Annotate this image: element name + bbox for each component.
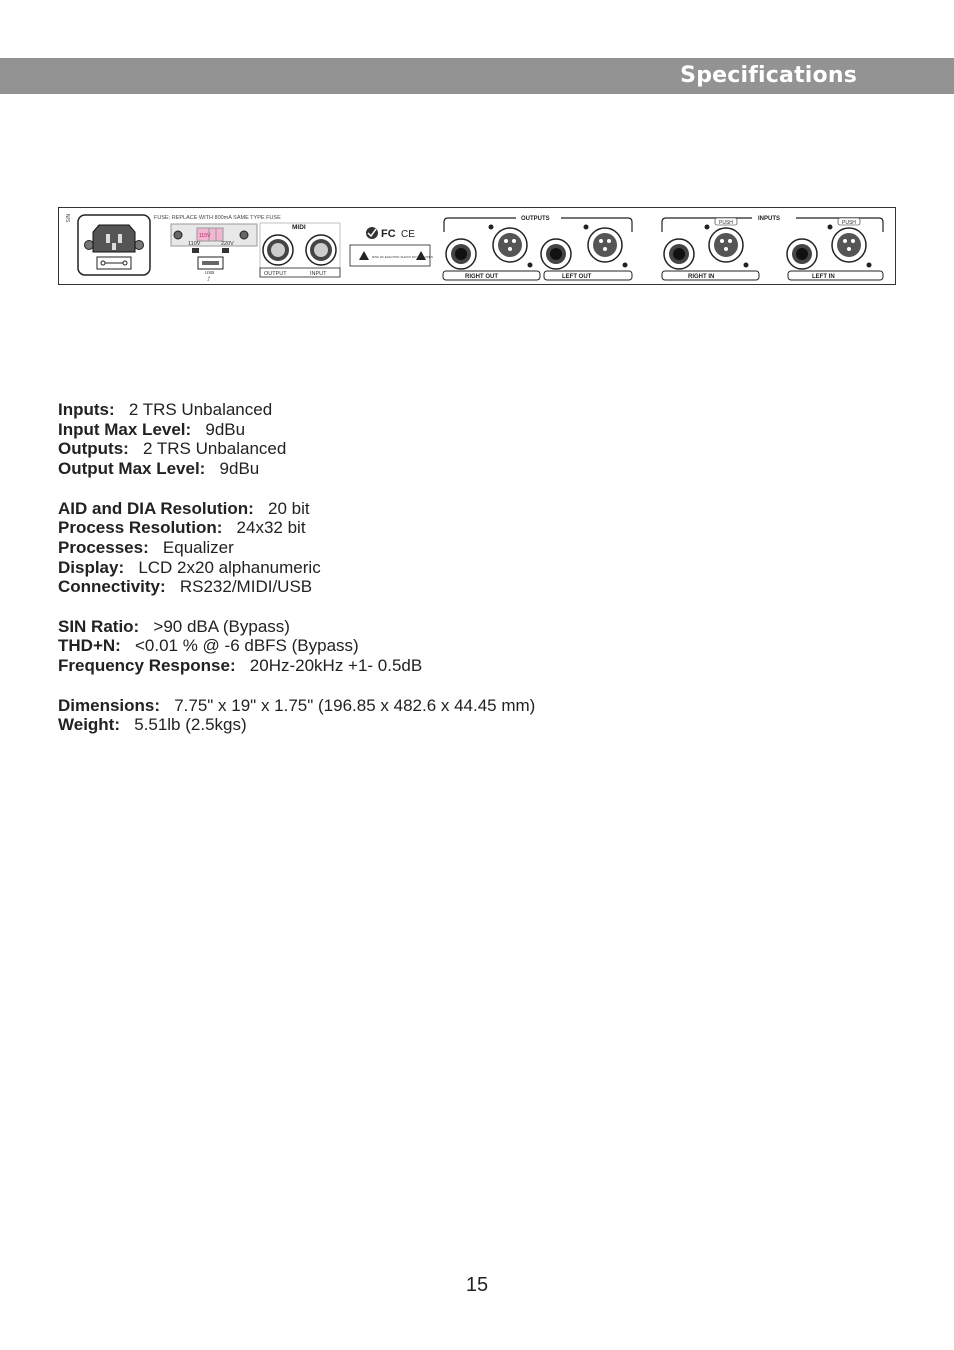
fc-mark: FC: [381, 228, 396, 240]
screw-icon: [584, 225, 589, 230]
usb-icon: ⭜: [207, 277, 211, 283]
screw-icon: [489, 225, 494, 230]
right-in-xlr: [709, 228, 743, 262]
spec-processes: Processes: Equalizer: [58, 537, 234, 557]
right-in-label: RIGHT IN: [688, 274, 715, 280]
left-out-jack: [541, 239, 571, 269]
page-number: 15: [465, 1274, 489, 1296]
midi-in-port: [306, 235, 336, 265]
left-out-xlr: [588, 228, 622, 262]
voltage-right: 220V: [221, 241, 234, 247]
fuse-text: FUSE: REPLACE WITH 800mA SAME TYPE FUSE: [154, 215, 281, 221]
screw-icon: [705, 225, 710, 230]
header-bar: [0, 58, 954, 94]
spec-dimensions: Dimensions: 7.75" x 19" x 1.75" (196.85 x 482.6 x 44.45 mm): [58, 695, 536, 715]
left-in-xlr: [832, 228, 866, 262]
spec-inputs: Inputs: 2 TRS Unbalanced: [58, 400, 273, 419]
screw-icon: [744, 263, 749, 268]
screw-icon: [174, 231, 182, 239]
ce-mark: CE: [401, 229, 415, 240]
spec-sin-ratio: SIN Ratio: >90 dBA (Bypass): [58, 616, 290, 636]
right-out-xlr: [493, 228, 527, 262]
spec-display: Display: LCD 2x20 alphanumeric: [58, 557, 321, 577]
spec-outputs: Outputs: 2 TRS Unbalanced: [58, 439, 287, 459]
push-label: PUSH: [719, 220, 733, 226]
left-in-jack: [787, 239, 817, 269]
panel-side-text: N/S: [64, 214, 70, 223]
usb-label: USB: [205, 270, 215, 275]
voltage-selected: 115V: [199, 233, 211, 239]
screw-icon: [623, 263, 628, 268]
inputs-label: INPUTS: [758, 216, 781, 222]
spec-output-max-level: Output Max Level: 9dBu: [58, 459, 260, 479]
right-out-jack: [446, 239, 476, 269]
spec-input-max-level: Input Max Level: 9dBu: [58, 419, 246, 439]
spec-thd-n: THD+N: <0.01 % @ -6 dBFS (Bypass): [58, 636, 359, 656]
certification-icon: [366, 227, 378, 239]
left-in-label: LEFT IN: [812, 274, 835, 280]
screw-icon: [135, 241, 144, 250]
spec-weight: Weight: 5.51lb (2.5kgs): [58, 715, 247, 735]
screw-icon: [240, 231, 248, 239]
power-inlet: [78, 215, 150, 275]
screw-icon: [828, 225, 833, 230]
rear-panel-diagram: [58, 207, 896, 285]
midi-label: MIDI: [292, 224, 306, 231]
spec-connectivity: Connectivity: RS232/MIDI/USB: [58, 577, 313, 597]
screw-icon: [528, 263, 533, 268]
spec-process-resolution: Process Resolution: 24x32 bit: [58, 518, 306, 538]
midi-out-port: [263, 235, 293, 265]
outputs-label: OUTPUTS: [521, 216, 550, 222]
warning-text: RISK OF ELECTRIC SHOCK DO NOT OPEN: [372, 255, 433, 259]
spec-frequency-response: Frequency Response: 20Hz-20kHz +1- 0.5dB: [58, 656, 423, 676]
right-out-label: RIGHT OUT: [465, 274, 498, 280]
screw-icon: [867, 263, 872, 268]
midi-input-label: INPUT: [310, 271, 327, 277]
page-title: Specifications: [680, 63, 857, 88]
spec-aid-dia-resolution: AID and DIA Resolution: 20 bit: [58, 498, 310, 518]
midi-output-label: OUTPUT: [264, 271, 287, 277]
specifications-list: [58, 400, 535, 735]
voltage-left: 110V: [188, 241, 201, 247]
screw-icon: [85, 241, 94, 250]
right-in-jack: [664, 239, 694, 269]
push-label: PUSH: [842, 220, 856, 226]
left-out-label: LEFT OUT: [562, 274, 592, 280]
